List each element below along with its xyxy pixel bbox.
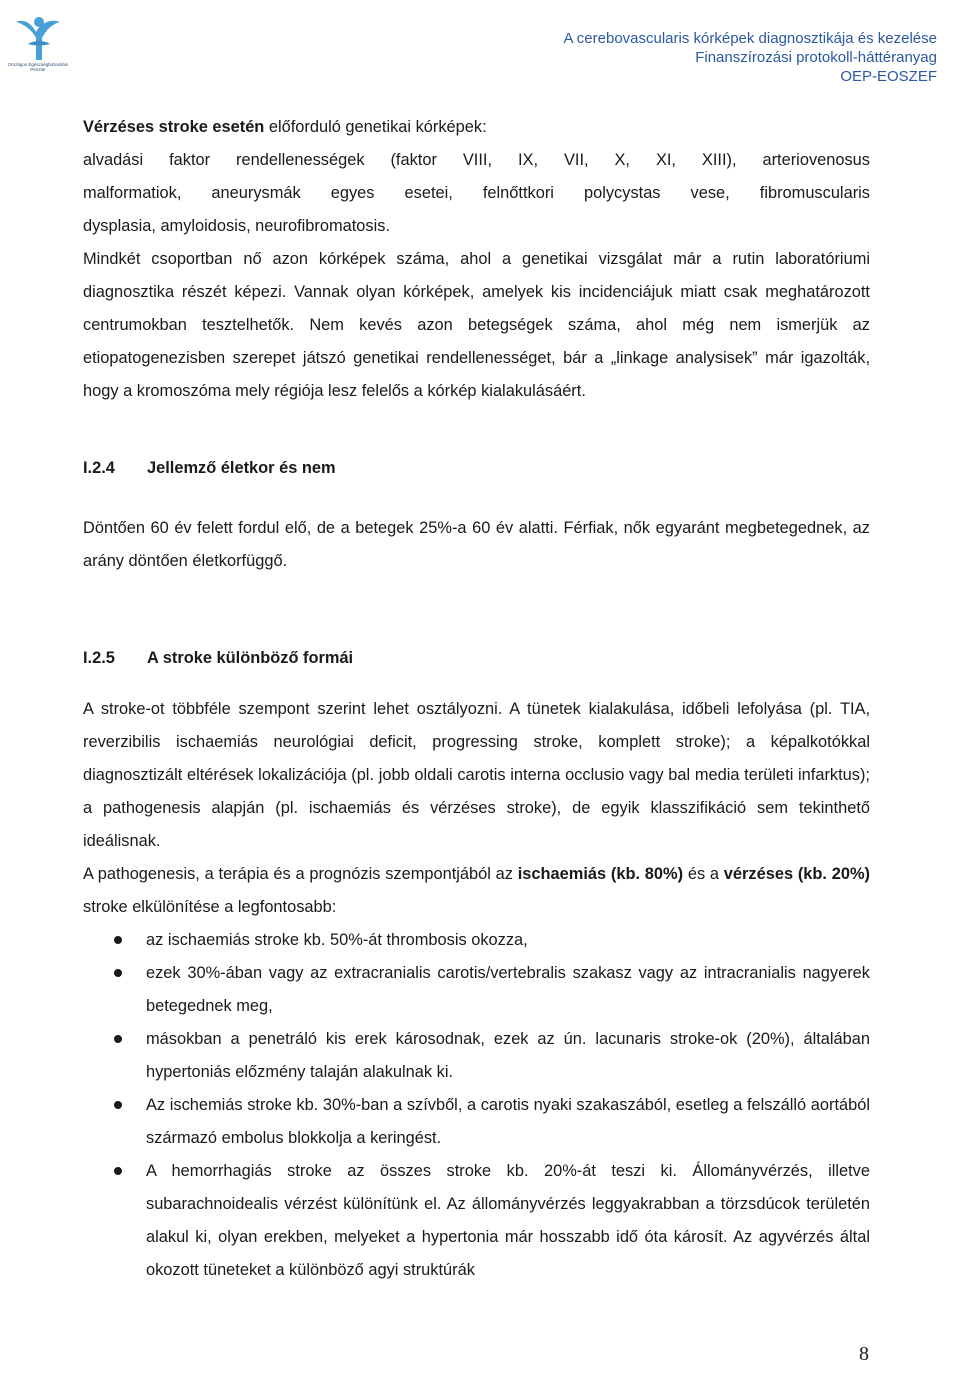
- list-item-text: A hemorrhagiás stroke az összes stroke kb. 20%-át teszi ki. Állományvérzés, illetve subarachnoidealis vérzést különítünk el. Az állományvérzés leggyakrabban a törzsdúcok területén alakul ki, olyan erekben, melyeket a hypertonia már hosszabb idő óta károsít. Az agyvérzés által okozott tüneteket a különböző agyi struktúrák: [146, 1162, 870, 1279]
- para2-haemorrhagic: vérzéses (kb. 20%): [723, 865, 871, 883]
- list-item: [83, 924, 870, 957]
- section-number-125: I.2.5: [83, 649, 115, 667]
- para2-part-e: stroke elkülönítése a legfontosabb:: [83, 898, 337, 916]
- header-code: OEP-EOSZEF: [840, 68, 937, 85]
- intro-line-3: malformatiok, aneurysmák egyes esetei, felnőttkori polycystas vese, fibromuscularis: [83, 184, 870, 202]
- list-item-text: másokban a penetráló kis erek károsodnak, ezek az ún. lacunaris stroke-ok (20%), általában hypertoniás előzmény talaján alakulnak ki.: [146, 1030, 870, 1081]
- list-item: [83, 1155, 870, 1287]
- section-heading-125: [83, 642, 870, 675]
- section-title-124: Jellemző életkor és nem: [147, 459, 336, 477]
- list-item: [83, 1023, 870, 1089]
- section-text-124: Döntően 60 év felett fordul elő, de a betegek 25%-a 60 év alatti. Férfiak, nők egyaránt megbetegednek, az arány döntően életkorfüggő.: [83, 519, 870, 570]
- document-header: [563, 29, 937, 86]
- intro-lead: [83, 111, 870, 144]
- intro-paragraph: Mindkét csoportban nő azon kórképek száma, ahol a genetikai vizsgálat már a rutin laboratóriumi diagnosztika részét képezi. Vannak olyan kórképek, amelyek kis incidenciájuk miatt csak meghatározott centrumokban tesztelhetők. Nem kevés azon betegségek száma, ahol még nem ismerjük az etiopatogenezisben szerepet játszó genetikai rendellenességet, bár a „linkage analysisek” már igazolták, hogy a kromoszóma mely régiója lesz felelős a kórkép kialakulásáért.: [83, 250, 870, 400]
- intro-line-2: alvadási faktor rendellenességek (faktor VIII, IX, VII, X, XI, XIII), arteriovenosus: [83, 151, 870, 169]
- logo-caption: Országos Egészségbiztosítási Pénztár: [7, 62, 69, 72]
- section-title-125: A stroke különböző formái: [147, 649, 354, 667]
- para2-part-c: és a: [683, 865, 724, 883]
- intro-line-4: dysplasia, amyloidosis, neurofibromatosis.: [83, 217, 391, 235]
- section-heading-124: [83, 452, 870, 485]
- list-item: [83, 957, 870, 1023]
- document-body: [83, 111, 870, 1287]
- list-item-text: ezek 30%-ában vagy az extracranialis carotis/vertebralis szakasz vagy az intracranialis nagyerek betegednek meg,: [146, 964, 870, 1015]
- para2-ischaemic: ischaemiás (kb. 80%): [517, 865, 684, 883]
- bullet-icon: [114, 1101, 122, 1109]
- section-125-paragraph-2: [83, 858, 870, 924]
- page-number: 8: [859, 1343, 869, 1365]
- list-item: [83, 1089, 870, 1155]
- para2-part-a: A pathogenesis, a terápia és a prognózis szempontjából az: [83, 865, 518, 883]
- bullet-icon: [114, 969, 122, 977]
- header-title: A cerebovascularis kórképek diagnosztikája és kezelése: [563, 30, 937, 47]
- intro-bold-lead: Vérzéses stroke esetén: [83, 118, 265, 136]
- section-125-paragraph-1: A stroke-ot többféle szempont szerint lehet osztályozni. A tünetek kialakulása, időbeli lefolyása (pl. TIA, reverzibilis ischaemiás neurológiai deficit, progressing stroke, komplett stroke); a képalkotókkal diagnosztizált eltérések lokalizációja (pl. jobb oldali carotis interna occlusio vagy bal media területi infarktus); a pathogenesis alapján (pl. ischaemiás és vérzéses stroke), de egyik klasszifikáció sem tekinthető ideálisnak.: [83, 700, 870, 850]
- list-item-text: Az ischemiás stroke kb. 30%-ban a szívből, a carotis nyaki szakaszából, esetleg a felszálló aortából származó embolus blokkolja a keringést.: [146, 1096, 870, 1147]
- oep-logo-icon: [6, 14, 72, 66]
- section-number-124: I.2.4: [83, 459, 115, 477]
- bullet-icon: [114, 1167, 122, 1175]
- intro-lead-rest: előforduló genetikai kórképek:: [264, 118, 487, 136]
- list-item-text: az ischaemiás stroke kb. 50%-át thrombosis okozza,: [146, 931, 528, 949]
- bullet-icon: [114, 1035, 122, 1043]
- stroke-type-list: [83, 924, 870, 1287]
- header-subtitle: Finanszírozási protokoll-háttéranyag: [695, 49, 937, 66]
- bullet-icon: [114, 936, 122, 944]
